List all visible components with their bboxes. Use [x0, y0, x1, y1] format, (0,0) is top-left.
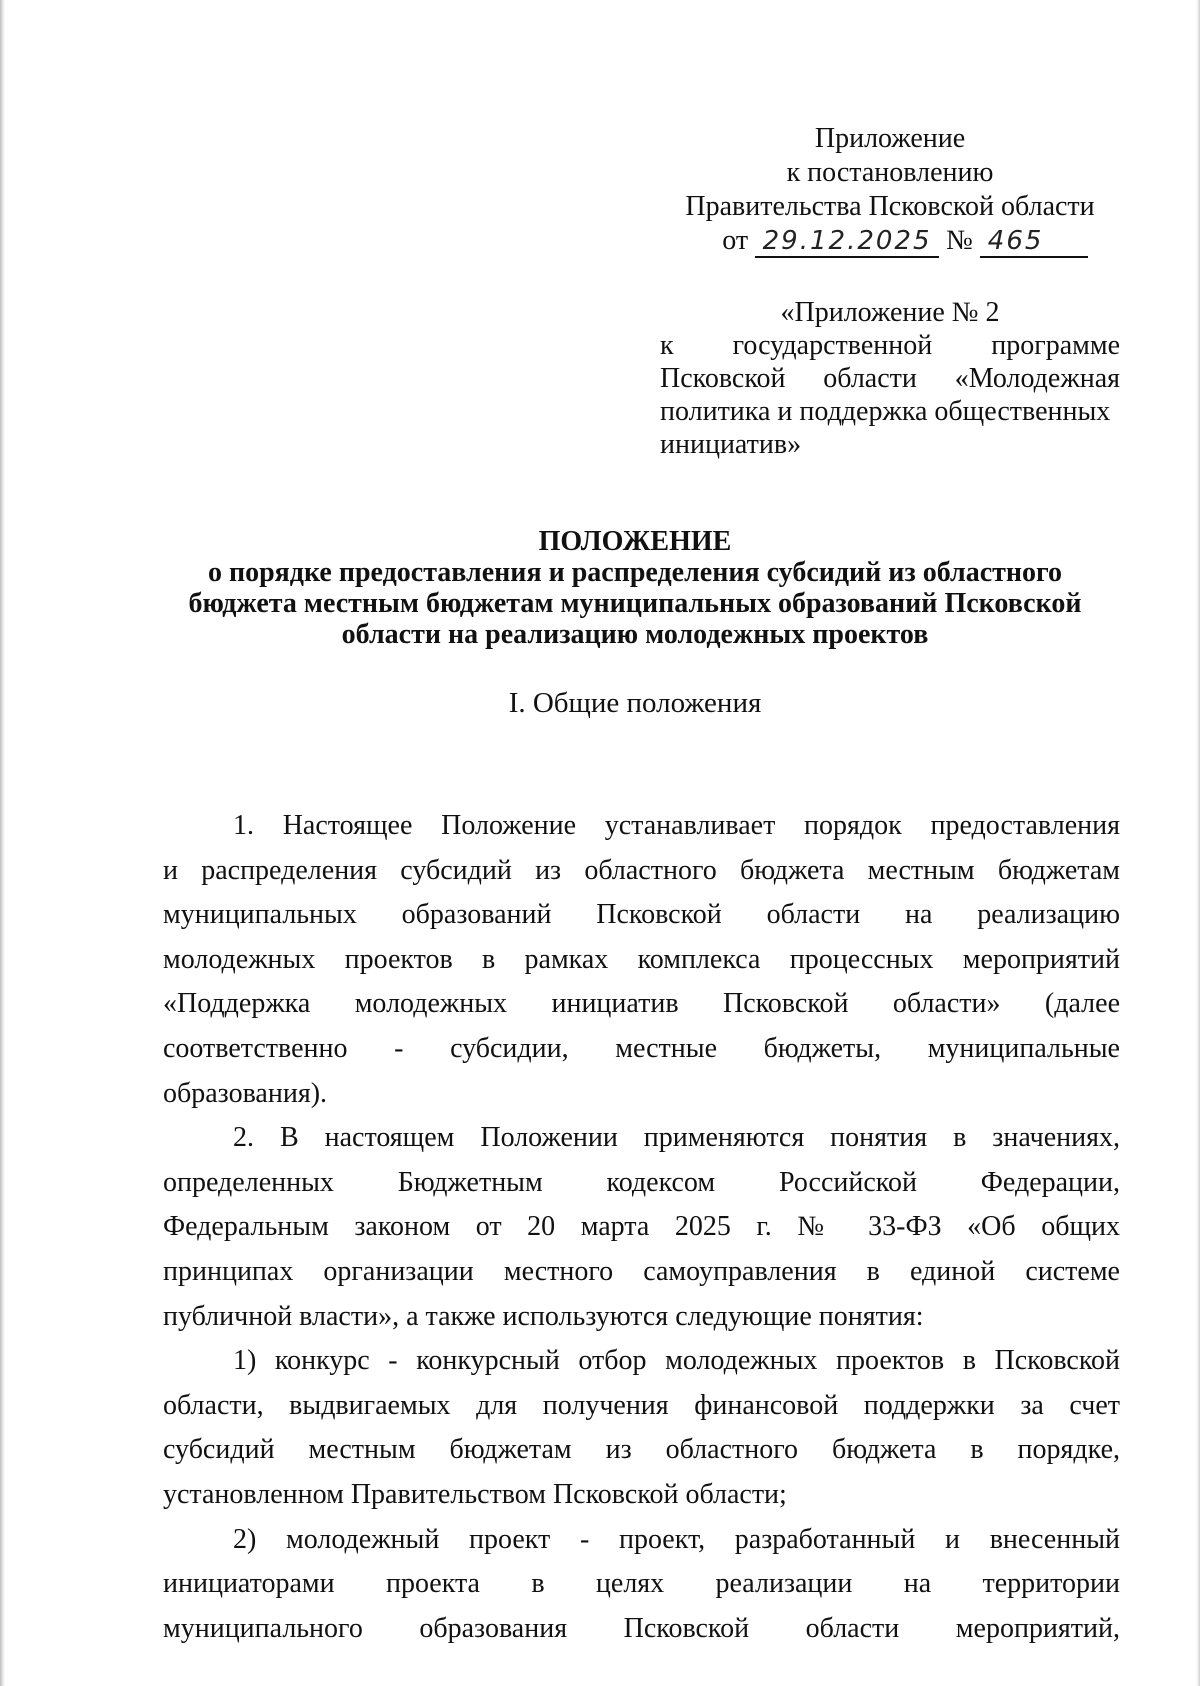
body-line: муниципального образования Псковской области мероприятий, [163, 1612, 1120, 1644]
heading-line: области на реализацию молодежных проектов [341, 619, 929, 650]
body-line: 2. В настоящем Положении применяются понятия в значениях, [233, 1122, 1120, 1154]
scan-edge-right [1196, 0, 1200, 1686]
appendix-line: политика и поддержка общественных [660, 396, 1111, 427]
body-line: субсидий местным бюджетам из областного бюджета в порядке, [163, 1434, 1120, 1466]
body-line: установленном Правительством Псковской области; [163, 1478, 787, 1510]
appendix-line: инициатив» [660, 429, 802, 460]
number-sign: № [946, 225, 973, 256]
approval-line-2: к постановлению [786, 157, 994, 188]
section-title: I. Общие положения [508, 687, 762, 719]
handwritten-date: 29.12.2025 [755, 226, 939, 258]
body-line: 1) конкурс - конкурсный отбор молодежных проектов в Псковской [233, 1345, 1120, 1377]
appendix-block [660, 296, 1120, 461]
body-line: 2) молодежный проект - проект, разработанный и внесенный [233, 1523, 1120, 1555]
handwritten-number: 465 [980, 226, 1088, 258]
heading-line: бюджета местным бюджетам муниципальных образований Псковской [188, 588, 1082, 619]
body-line: Федеральным законом от 20 марта 2025 г. № 33-ФЗ «Об общих [163, 1211, 1120, 1243]
approval-date-line [722, 224, 1088, 258]
approval-line-1: Приложение [814, 123, 966, 154]
document-heading [150, 526, 1120, 650]
body-line: соответственно - субсидии, местные бюджеты, муниципальные [163, 1032, 1120, 1064]
body-line: 1. Настоящее Положение устанавливает порядок предоставления [233, 810, 1120, 841]
body-line: принципах организации местного самоуправления в единой системе [163, 1255, 1120, 1287]
body-line: образования). [163, 1077, 328, 1109]
heading-title: ПОЛОЖЕНИЕ [538, 526, 732, 557]
heading-line: о порядке предоставления и распределения субсидий из областного [207, 557, 1063, 588]
body-line: инициаторами проекта в целях реализации на территории [163, 1568, 1120, 1600]
body-line: определенных Бюджетным кодексом Российской Федерации, [163, 1166, 1120, 1198]
date-prefix: от [722, 225, 749, 256]
appendix-line: к государственной программе [660, 330, 1120, 361]
appendix-line: Псковской области «Молодежная [660, 363, 1120, 394]
scan-edge-left [0, 0, 5, 1686]
body-line: области, выдвигаемых для получения финансовой поддержки за счет [163, 1389, 1120, 1421]
body-line: молодежных проектов в рамках комплекса процессных мероприятий [163, 943, 1120, 975]
approval-block [660, 122, 1120, 258]
body-line: муниципальных образований Псковской области на реализацию [163, 899, 1120, 931]
body-line: публичной власти», а также используются следующие понятия: [163, 1300, 924, 1332]
appendix-title: «Приложение № 2 [780, 297, 1000, 328]
document-body [163, 804, 1120, 1651]
body-line: и распределения субсидий из областного бюджета местным бюджетам [163, 854, 1120, 886]
body-line: «Поддержка молодежных инициатив Псковской области» (далее [163, 988, 1120, 1020]
approval-line-3: Правительства Псковской области [685, 191, 1095, 222]
